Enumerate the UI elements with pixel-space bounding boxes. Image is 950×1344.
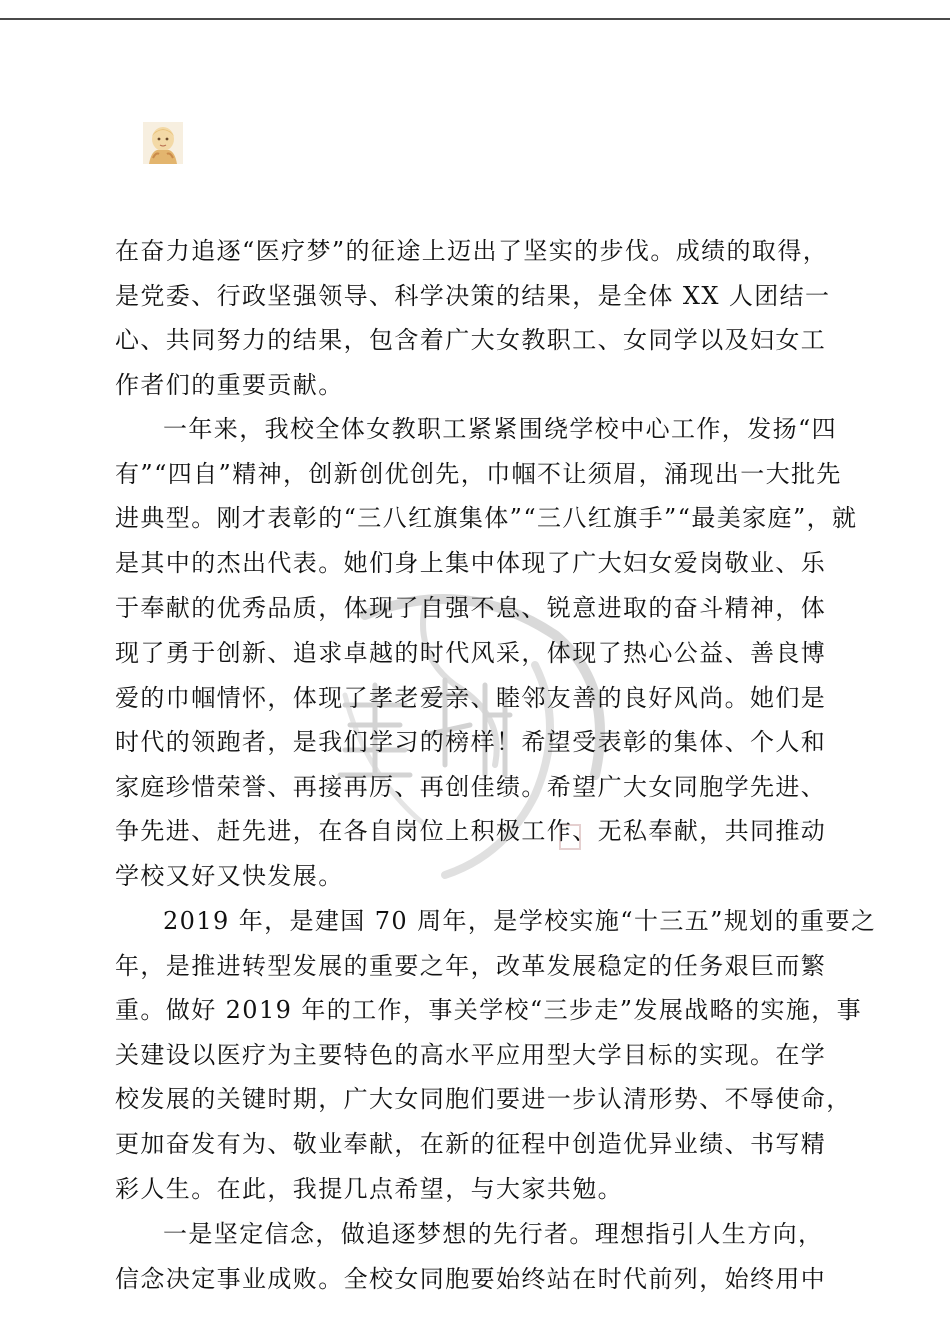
text-line: 是其中的杰出代表。她们身上集中体现了广大妇女爱岗敬业、乐 [115, 549, 827, 577]
text-line: 有”“四自”精神，创新创优创先，巾帼不让须眉，涌现出一大批先 [115, 460, 842, 488]
text-line: 彩人生。在此，我提几点希望，与大家共勉。 [115, 1175, 623, 1203]
text-line: 是党委、行政坚强领导、科学决策的结果，是全体 XX 人团结一 [115, 282, 831, 310]
text-line: 家庭珍惜荣誉、再接再厉、再创佳绩。希望广大女同胞学先进、 [115, 773, 827, 801]
text-line: 作者们的重要贡献。 [115, 371, 344, 399]
text-line: 信念决定事业成败。全校女同胞要始终站在时代前列，始终用中 [115, 1265, 827, 1293]
text-line: 在奋力追逐“医疗梦”的征途上迈出了坚实的步伐。成绩的取得， [115, 237, 829, 265]
text-line: 更加奋发有为、敬业奉献，在新的征程中创造优异业绩、书写精 [115, 1130, 827, 1158]
text-line: 现了勇于创新、追求卓越的时代风采，体现了热心公益、善良博 [115, 639, 827, 667]
child-portrait-icon [143, 122, 183, 164]
text-line: 学校又好又快发展。 [115, 862, 344, 890]
paragraph-first-line: 一年来，我校全体女教职工紧紧围绕学校中心工作，发扬“四 [163, 415, 838, 443]
text-line: 校发展的关键时期，广大女同胞们要进一步认清形势、不辱使命， [115, 1085, 852, 1113]
text-line: 心、共同努力的结果，包含着广大女教职工、女同学以及妇女工 [115, 326, 827, 354]
text-line: 争先进、赶先进，在各自岗位上积极工作、无私奉献，共同推动 [115, 817, 827, 845]
paragraph-first-line: 一是坚定信念，做追逐梦想的先行者。理想指引人生方向， [163, 1220, 824, 1248]
paragraph-first-line: 2019 年，是建国 70 周年，是学校实施“十三五”规划的重要之 [163, 907, 877, 935]
text-line: 时代的领跑者，是我们学习的榜样！希望受表彰的集体、个人和 [115, 728, 827, 756]
text-line: 关建设以医疗为主要特色的高水平应用型大学目标的实现。在学 [115, 1041, 827, 1069]
text-line: 爱的巾帼情怀，体现了孝老爱亲、睦邻友善的良好风尚。她们是 [115, 684, 827, 712]
text-line: 于奉献的优秀品质，体现了自强不息、锐意进取的奋斗精神，体 [115, 594, 827, 622]
text-line: 进典型。刚才表彰的“三八红旗集体”“三八红旗手”“最美家庭”，就 [115, 504, 858, 532]
text-line: 重。做好 2019 年的工作，事关学校“三步走”发展战略的实施，事 [115, 996, 863, 1024]
text-line: 年，是推进转型发展的重要之年，改革发展稳定的任务艰巨而繁 [115, 952, 827, 980]
top-rule [0, 18, 950, 20]
